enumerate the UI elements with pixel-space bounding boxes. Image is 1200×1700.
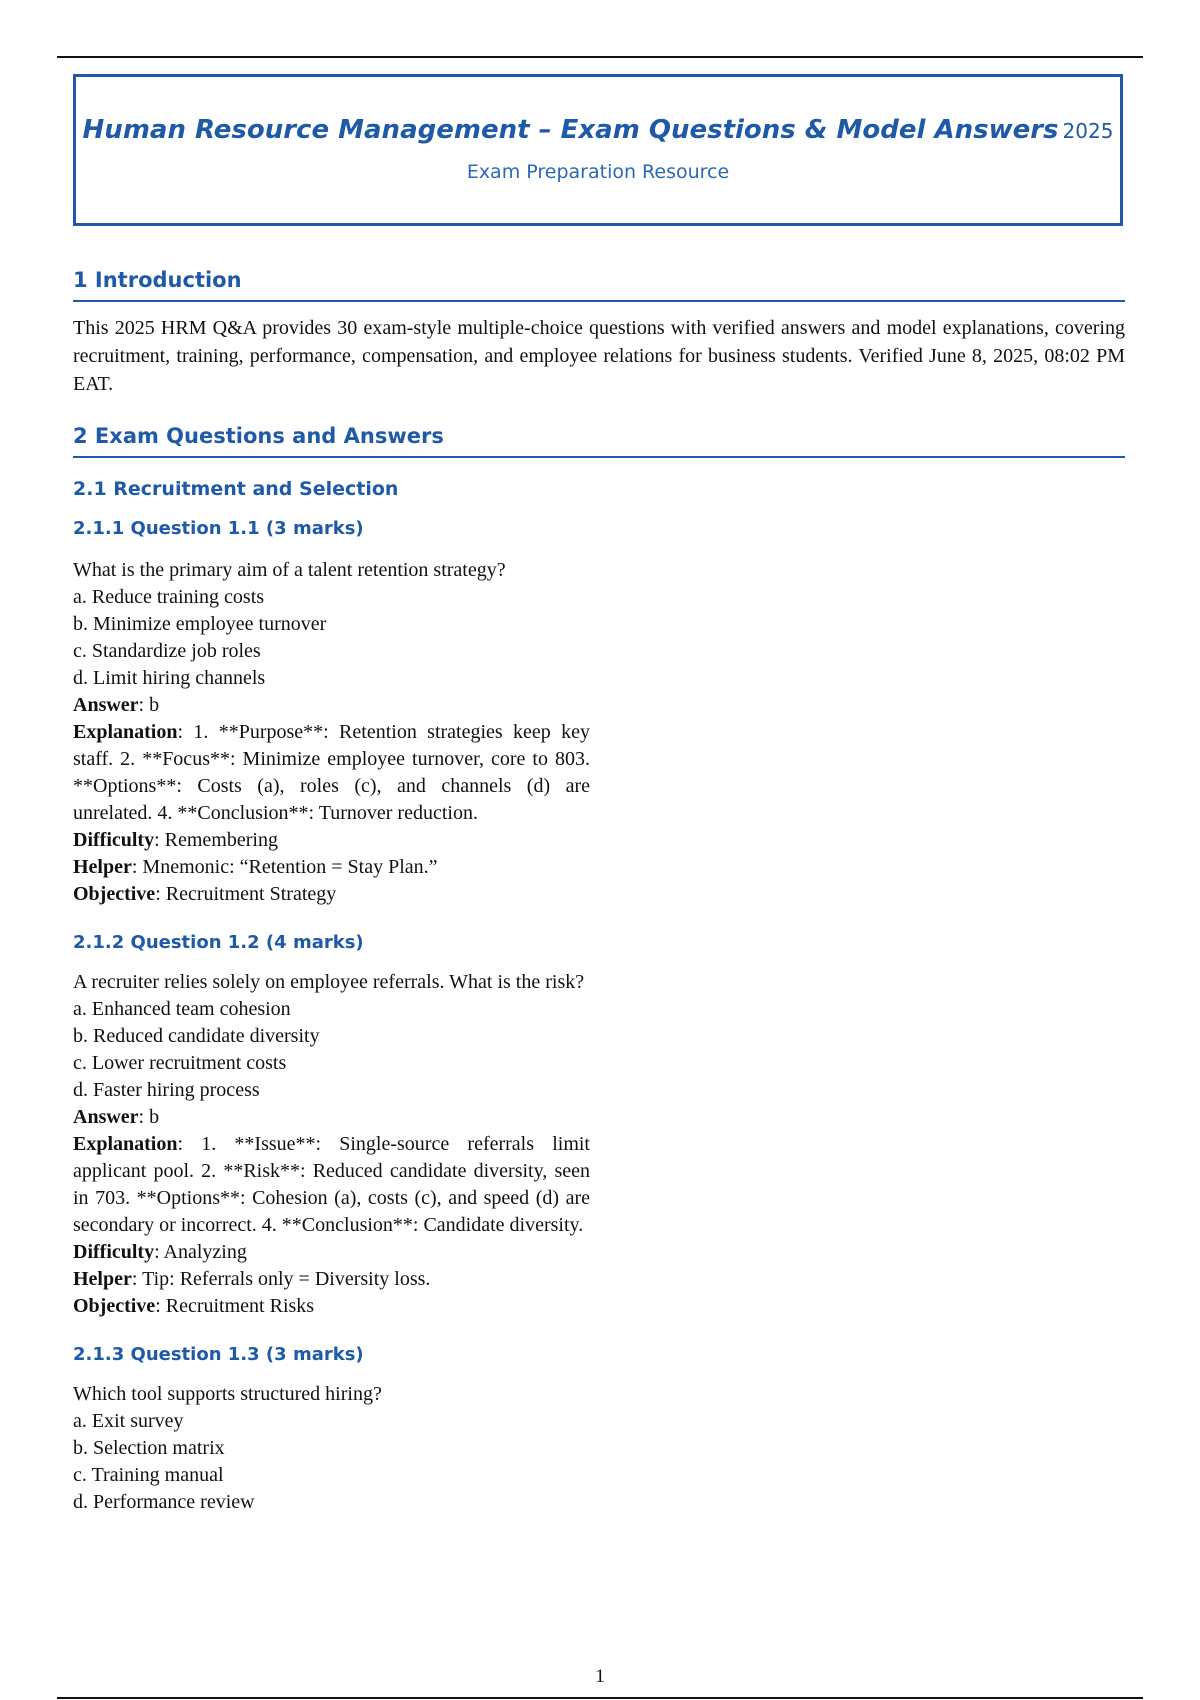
difficulty-label: Difficulty [73, 1241, 155, 1263]
answer-option: d. Limit hiring channels [73, 667, 266, 689]
answer-option: c. Standardize job roles [73, 640, 261, 662]
answer-option: d. Faster hiring process [73, 1079, 260, 1101]
question-stem: Which tool supports structured hiring? [73, 1383, 382, 1405]
objective-value: : Recruitment Risks [155, 1295, 315, 1317]
document-title [76, 115, 1120, 145]
title-text: Human Resource Management – Exam Questions & Model Answers [82, 115, 1059, 145]
explanation-label: Explanation [73, 1133, 178, 1155]
title-box [73, 74, 1123, 226]
difficulty-value: : Remembering [154, 829, 278, 851]
intro-paragraph: This 2025 HRM Q&A provides 30 exam-style multiple-choice questions with verified answers and model explanations, covering recruitment, training, performance, compensation, and employee relations for business students. Verified June 8, 2025, 08:02 PM EAT. [73, 317, 1125, 395]
answer-option: b. Reduced candidate diversity [73, 1025, 320, 1047]
objective-value: : Recruitment Strategy [155, 883, 337, 905]
document-subtitle: Exam Preparation Resource [466, 161, 730, 183]
answer-option: a. Exit survey [73, 1410, 184, 1432]
answer-line [73, 1104, 590, 1131]
difficulty-label: Difficulty [73, 829, 155, 851]
subsection-heading-recruitment: 2.1 Recruitment and Selection [73, 478, 399, 500]
question-stem: What is the primary aim of a talent retention strategy? [73, 559, 506, 581]
answer-label: Answer [73, 694, 139, 716]
helper-line [73, 1266, 590, 1293]
document-body [73, 268, 1125, 1516]
answer-option: c. Lower recruitment costs [73, 1052, 287, 1074]
helper-text: : Tip: Referrals only = Diversity loss. [131, 1268, 431, 1290]
helper-label: Helper [73, 856, 132, 878]
answer-line [73, 692, 590, 719]
difficulty-line [73, 827, 590, 854]
answer-option: d. Performance review [73, 1491, 255, 1513]
question-heading: 2.1.3 Question 1.3 (3 marks) [73, 1344, 364, 1365]
answer-option: a. Reduce training costs [73, 586, 265, 608]
page-number: 1 [595, 1666, 605, 1687]
helper-label: Helper [73, 1268, 132, 1290]
explanation-line [73, 719, 590, 827]
answer-value: : b [138, 694, 160, 716]
objective-line [73, 1293, 590, 1320]
explanation-line [73, 1131, 590, 1239]
answer-value: : b [138, 1106, 160, 1128]
question-stem: A recruiter relies solely on employee referrals. What is the risk? [73, 971, 585, 993]
objective-label: Objective [73, 883, 156, 905]
question-heading: 2.1.2 Question 1.2 (4 marks) [73, 932, 364, 953]
answer-option: c. Training manual [73, 1464, 224, 1486]
section-heading-introduction: 1 Introduction [73, 268, 1125, 302]
question-block [73, 1381, 590, 1516]
answer-option: b. Minimize employee turnover [73, 613, 327, 635]
objective-line [73, 881, 590, 908]
section-heading-exam-questions: 2 Exam Questions and Answers [73, 424, 1125, 458]
answer-option: a. Enhanced team cohesion [73, 998, 291, 1020]
answer-label: Answer [73, 1106, 139, 1128]
difficulty-line [73, 1239, 590, 1266]
difficulty-value: : Analyzing [154, 1241, 247, 1263]
top-rule [57, 56, 1143, 58]
question-block [73, 969, 590, 1320]
answer-option: b. Selection matrix [73, 1437, 225, 1459]
explanation-label: Explanation [73, 721, 178, 743]
helper-text: : Mnemonic: “Retention = Stay Plan.” [131, 856, 438, 878]
objective-label: Objective [73, 1295, 156, 1317]
title-year: 2025 [1062, 119, 1114, 143]
bottom-rule [57, 1697, 1143, 1699]
helper-line [73, 854, 590, 881]
question-block [73, 557, 590, 908]
explanation-text: : 1. **Purpose**: Retention strategies keep key staff. 2. **Focus**: Minimize employee turnover, core to 803. **Options**: Costs (a), roles (c), and channels (d) are unrelated. 4. **Conclusion**: Turnover reduction. [73, 721, 590, 824]
question-heading: 2.1.1 Question 1.1 (3 marks) [73, 518, 364, 539]
explanation-text: : 1. **Issue**: Single-source referrals limit applicant pool. 2. **Risk**: Reduced candidate diversity, seen in 703. **Options**: Cohesion (a), costs (c), and speed (d) are secondary or incorrect. 4. **Conclusion**: Candidate diversity. [73, 1133, 590, 1236]
